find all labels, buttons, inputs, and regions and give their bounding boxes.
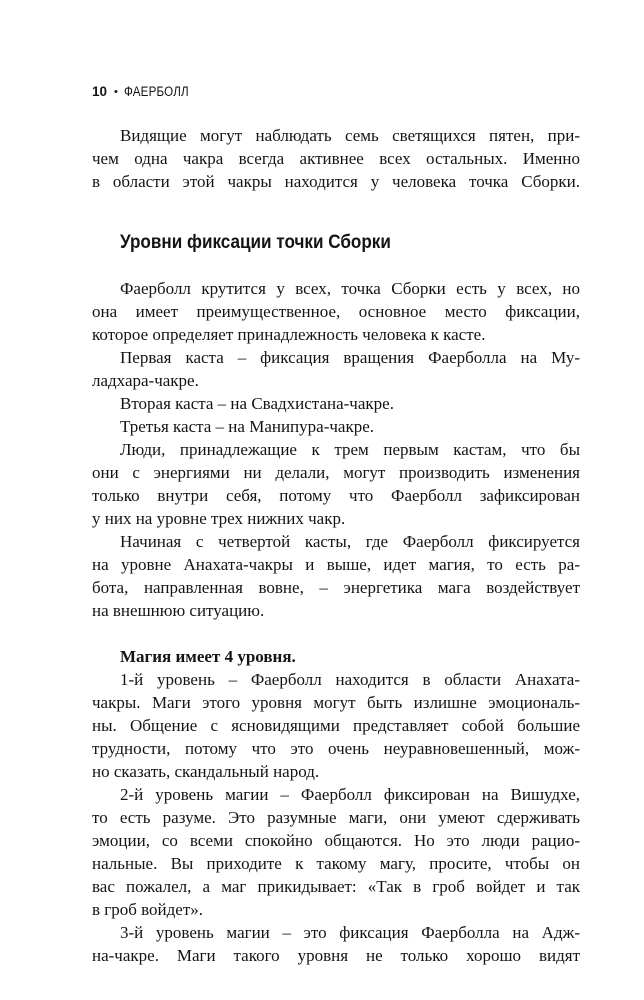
text-line: чакры. Маги этого уровня могут быть излишне эмоциональ-	[92, 693, 580, 712]
text-line: которое определяет принадлежность человека к касте.	[92, 325, 486, 344]
intro-text	[92, 124, 580, 193]
text-line: на внешнюю ситуацию.	[92, 601, 265, 620]
text-line: только внутри себя, потому что Фаерболл зафиксирован	[92, 486, 580, 505]
paragraph	[92, 124, 580, 193]
text-line: ны. Общение с ясновидящими представляет собой большие	[92, 716, 580, 735]
text-line: 3-й уровень магии – это фиксация Фаерболла на Адж-	[120, 923, 580, 942]
section-body	[92, 277, 580, 622]
paragraph	[92, 921, 580, 967]
text-line: ладхара-чакре.	[92, 371, 199, 390]
text-line: Люди, принадлежащие к трем первым кастам, что бы	[120, 440, 580, 459]
bold-subheading: Магия имеет 4 уровня.	[120, 647, 296, 666]
paragraph	[92, 277, 580, 346]
text-line: 2-й уровень магии – Фаерболл фиксирован на Вишудхе,	[120, 785, 580, 804]
running-header	[92, 83, 199, 101]
text-line: бота, направленная вовне, – энергетика мага воздействует	[92, 578, 580, 597]
text-line: у них на уровне трех нижних чакр.	[92, 509, 346, 528]
text-line: Фаерболл крутится у всех, точка Сборки есть у всех, но	[120, 279, 580, 298]
paragraph	[92, 783, 580, 921]
magic-levels	[92, 645, 580, 967]
text-line: Первая каста – фиксация вращения Фаерболла на Му-	[120, 348, 580, 367]
text-line: в гроб войдет».	[92, 900, 204, 919]
text-line: они с энергиями ни делали, могут производить изменения	[92, 463, 580, 482]
book-title: ФАЕРБОЛЛ	[123, 84, 189, 99]
text-line: она имеет преимущественное, основное место фиксации,	[92, 302, 580, 321]
paragraph	[92, 530, 580, 622]
text-line: но сказать, скандальный народ.	[92, 762, 320, 781]
text-line: Видящие могут наблюдать семь светящихся пятен, при-	[120, 126, 580, 145]
text-line: вас пожалел, а маг прикидывает: «Так в гроб войдет и так	[92, 877, 580, 896]
text-line: то есть разуме. Это разумные маги, они умеют сдерживать	[92, 808, 580, 827]
paragraph	[92, 392, 580, 415]
text-line: нальные. Вы приходите к такому магу, просите, чтобы он	[92, 854, 580, 873]
section-heading: Уровни фиксации точки Сборки	[120, 232, 391, 253]
text-line: Начиная с четвертой касты, где Фаерболл фиксируется	[120, 532, 580, 551]
paragraph	[92, 346, 580, 392]
paragraph	[92, 668, 580, 783]
text-line: эмоции, со всеми спокойно общаются. Но это люди рацио-	[92, 831, 580, 850]
separator-bullet: •	[114, 86, 118, 98]
text-line: на уровне Анахата-чакры и выше, идет магия, то есть ра-	[92, 555, 580, 574]
text-line: трудности, потому что это очень неуравновешенный, мож-	[92, 739, 580, 758]
page-number: 10	[92, 84, 108, 99]
paragraph	[92, 415, 580, 438]
text-line: 1-й уровень – Фаерболл находится в области Анахата-	[120, 670, 580, 689]
paragraph	[92, 438, 580, 530]
text-line: в области этой чакры находится у человека точка Сборки.	[92, 172, 580, 191]
text-line: на-чакре. Маги такого уровня не только хорошо видят	[92, 946, 580, 965]
text-line: Третья каста – на Манипура-чакре.	[120, 417, 375, 436]
text-line: Вторая каста – на Свадхистана-чакре.	[120, 394, 394, 413]
text-line: чем одна чакра всегда активнее всех остальных. Именно	[92, 149, 580, 168]
